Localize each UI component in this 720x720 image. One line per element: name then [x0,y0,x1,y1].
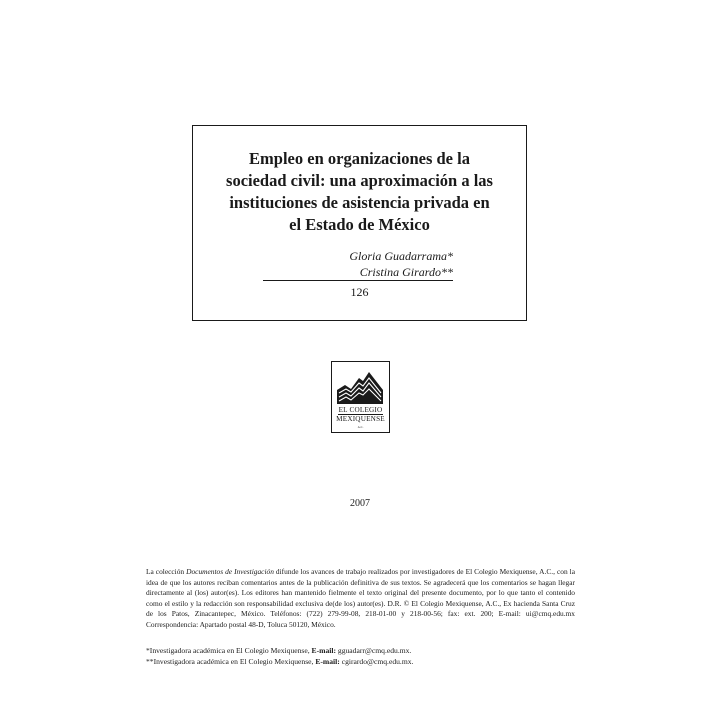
note-text: **Investigadora académica en El Colegio Mexiquense, [146,657,316,666]
document-number: 126 [350,285,369,299]
author-note-1 [146,645,586,656]
author-2: Cristina Girardo** [359,265,453,279]
title-line: Empleo en organizaciones de la [249,149,470,168]
author-1: Gloria Guadarrama* [349,249,453,263]
author-notes [146,645,586,667]
email-label: E-mail: [311,646,336,655]
title-line: el Estado de México [289,215,430,234]
title-box [192,125,527,321]
authors [308,248,453,280]
title-line: sociedad civil: una aproximación a las [226,171,493,190]
email-label: E-mail: [315,657,340,666]
colegio-logo [331,361,390,433]
title-line: instituciones de asistencia privada en [229,193,490,212]
logo-text-line-1: EL COLEGIO [338,406,383,414]
note-text: *Investigadora académica en El Colegio Mexiquense, [146,646,312,655]
author-rule [263,280,453,281]
author-note-2 [146,656,586,667]
email-address: cgirardo@cmq.edu.mx. [339,657,414,666]
publication-year: 2007 [350,498,370,509]
logo-text-line-2: MEXIQUENSE [336,415,385,423]
series-name: Documentos de Investigación [186,567,274,576]
mountains-icon [337,368,383,404]
notice-intro: La colección [146,567,187,576]
logo-small-text: A.C. [357,425,364,429]
document-title [193,148,526,236]
collection-notice [146,567,575,631]
notice-body: difunde los avances de trabajo realizados por investigadores de El Colegio Mexiquense, A.C., con la idea de que los autores reciban comentarios antes de la publicación definitiva de sus textos. Se agradecerá que los comentarios se hagan llegar directamente al (los) autor(es). Los editores han mantenido fielmente el texto original del presente documento, por lo que tanto el contenido como el estilo y la redacción son responsabilidad exclusiva de(de los) autor(es). D.R. © El Colegio Mexiquense, A.C., Ex hacienda Santa Cruz de los Patos, Zinacantepec, México. Teléfonos: (722) 279-99-08, 218-01-00 y 218-00-56; fax: ext. 200; E-mail: ui@cmq.edu.mx Correspondencia: Apartado postal 48-D, Toluca 50120, México. [146,567,575,629]
email-address: gguadarr@cmq.edu.mx. [336,646,412,655]
